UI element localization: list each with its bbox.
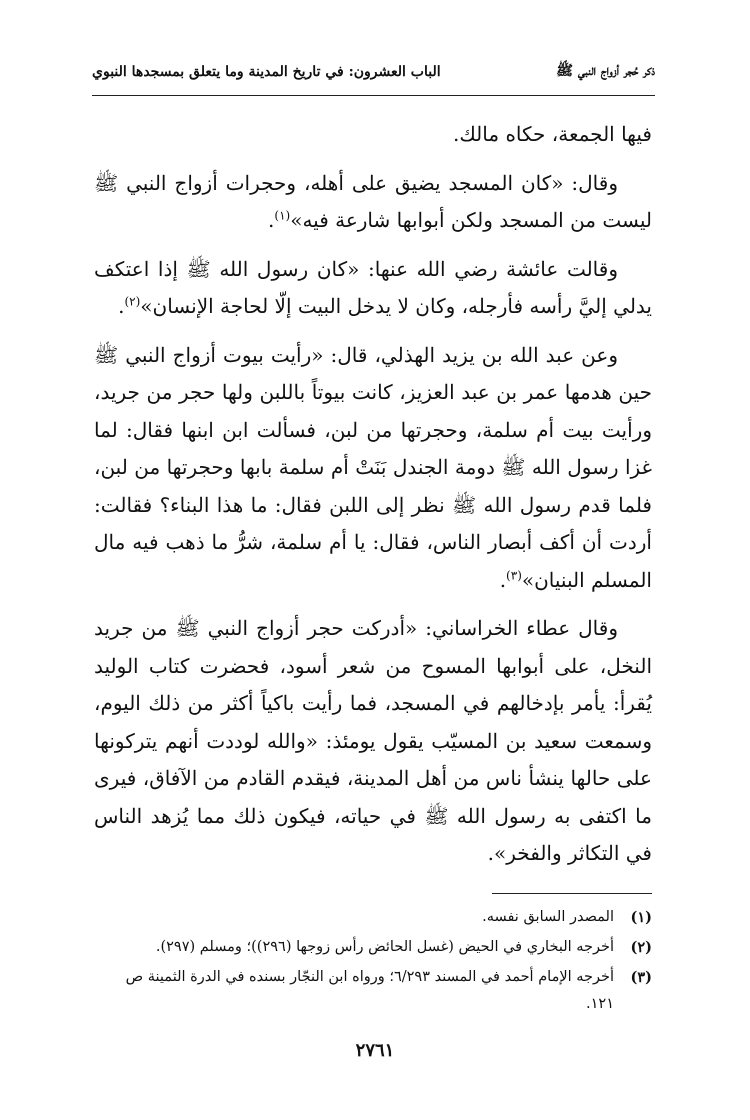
paragraph-text: وعن عبد الله بن يزيد الهذلي، قال: «رأيت بيوت أزواج النبي ﷺ حين هدمها عمر بن عبد العزيز، كانت بيوتاً باللبن ولها حجر من جريد، ورأيت بيت أم سلمة، وحجرتها من لبن، فسألت ابن ابنها فقال: لما غزا رسول الله ﷺ دومة الجندل بَنَتْ أم سلمة بابها وحجرتها من لبن، فلما قدم رسول الله ﷺ نظر إلى اللبن فقال: ما هذا البناء؟ فقالت: أردت أن أكف أبصار الناس، فقال: يا أم سلمة، شرُّ ما ذهب فيه مال المسلم البنيان» — [94, 342, 652, 592]
footnote-1 — [94, 904, 652, 931]
paragraph-2 — [94, 165, 652, 240]
page-number: ٢٧٦١ — [355, 1040, 395, 1061]
footnote-3 — [94, 964, 652, 1018]
running-header — [92, 58, 655, 86]
paragraph-1 — [94, 116, 652, 154]
paragraph-5 — [94, 610, 652, 873]
paragraph-text: وقال عطاء الخراساني: «أدركت حجر أزواج النبي ﷺ من جريد النخل، على أبوابها المسوح من شعر أسود، فحضرت كتاب الوليد يُقرأ: يأمر بإدخالهم في المسجد، فما رأيت باكياً أكثر من ذلك اليوم، وسمعت سعيد بن المسيّب يقول يومئذ: «والله لوددت أنهم يتركونها على حالها ينشأ ناس من أهل المدينة، فيقدم القادم من الآفاق، فيرى ما اكتفى به رسول الله ﷺ في حياته، فيكون ذلك مما يُزهد الناس في التكاثر والفخر» — [94, 616, 652, 865]
footnote-ref[interactable]: (٣) — [506, 567, 522, 582]
paragraph-tail: . — [499, 567, 507, 592]
paragraph-text: وقالت عائشة رضي الله عنها: «كان رسول الله ﷺ إذا اعتكف يدلي إليَّ رأسه فأرجله، وكان لا يدخل البيت إلّا لحاجة الإنسان» — [94, 256, 652, 318]
footnote-2 — [94, 934, 652, 961]
footnote-ref[interactable]: (١) — [274, 208, 291, 223]
footnote-number: (٣) — [630, 969, 652, 986]
header-chapter-title: الباب العشرون: في تاريخ المدينة وما يتعلق بمسجدها النبوي — [92, 64, 441, 80]
paragraph-tail: . — [487, 841, 495, 865]
footnote-ref[interactable]: (٢) — [124, 294, 141, 309]
footnote-text: المصدر السابق نفسه. — [482, 909, 614, 925]
footnote-text: أخرجه الإمام أحمد في المسند ٦/٢٩٣؛ ورواه ابن النجّار بسنده في الدرة الثمينة ص ١٢١. — [125, 969, 614, 1012]
paragraph-text: فيها الجمعة، حكاه مالك. — [452, 122, 652, 146]
header-section-title: ذكر حُجر أزواج النبي ﷺ — [556, 63, 655, 79]
footnote-number: (٢) — [630, 939, 652, 956]
footnote-divider — [492, 893, 652, 894]
main-text — [94, 116, 652, 884]
paragraph-tail: . — [268, 208, 275, 232]
header-divider — [92, 95, 655, 96]
footnote-number: (١) — [630, 909, 652, 926]
paragraph-4 — [94, 337, 652, 600]
footnotes — [94, 904, 652, 1021]
footnote-text: أخرجه البخاري في الحيض (غسل الحائض رأس زوجها (٢٩٦))؛ ومسلم (٢٩٧). — [155, 939, 614, 955]
paragraph-3 — [94, 251, 652, 326]
paragraph-tail: . — [118, 294, 125, 318]
paragraph-text: وقال: «كان المسجد يضيق على أهله، وحجرات أزواج النبي ﷺ ليست من المسجد ولكن أبوابها شارعة فيه» — [94, 170, 652, 232]
